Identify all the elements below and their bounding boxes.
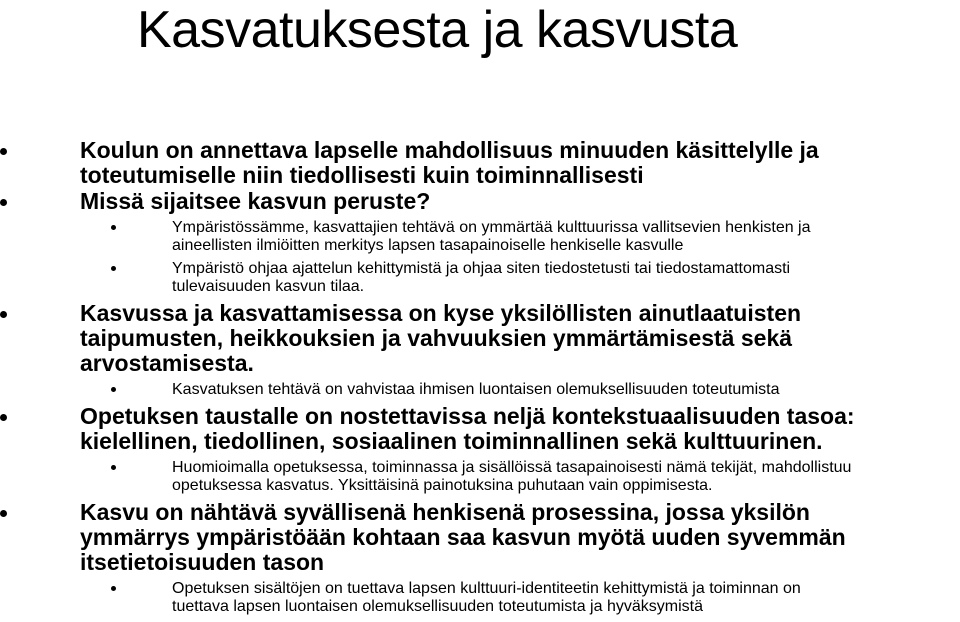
bullet-line: Kasvu on nähtävä syvällisenä henkisenä prosessina, jossa yksilön bbox=[80, 499, 810, 525]
bullet-line: toteutumiselle niin tiedollisesti kuin toiminnallisesti bbox=[80, 162, 644, 188]
bullet-dot-icon bbox=[111, 586, 116, 591]
bullet-item bbox=[0, 189, 960, 214]
bullet-line: itsetietoisuuden tason bbox=[80, 549, 325, 575]
bullet-line: Ympäristössämme, kasvattajien tehtävä on ymmärtää kulttuurissa vallitsevien henkisten ja bbox=[172, 219, 811, 236]
bullet-line: arvostamisesta. bbox=[80, 350, 254, 376]
bullet-line: opetuksessa kasvatus. Yksittäisinä painotuksina puhutaan vain oppimisesta. bbox=[172, 477, 713, 494]
bullet-line: Kasvatuksen tehtävä on vahvistaa ihmisen luontaisen olemuksellisuuden toteutumista bbox=[172, 381, 780, 398]
bullet-line: Missä sijaitsee kasvun peruste? bbox=[80, 188, 431, 214]
bullet-item bbox=[0, 404, 960, 454]
bullet-line: Ympäristö ohjaa ajattelun kehittymistä ja ohjaa siten tiedostetusti tai tiedostamattomasti bbox=[172, 260, 791, 277]
bullet-line: Opetuksen taustalle on nostettavissa neljä kontekstuaalisuuden tasoa: bbox=[80, 403, 855, 429]
bullet-item bbox=[0, 500, 960, 575]
bullet-line: Huomioimalla opetuksessa, toiminnassa ja sisällöissä tasapainoisesti nämä tekijät, mahdollistuu bbox=[172, 459, 852, 476]
sub-bullet-item bbox=[0, 260, 960, 296]
bullet-line: ymmärrys ympäristöään kohtaan saa kasvun myötä uuden syvemmän bbox=[80, 524, 846, 550]
sub-bullet-item bbox=[0, 580, 960, 616]
bullet-line: kielellinen, tiedollinen, sosiaalinen toiminnallinen sekä kulttuurinen. bbox=[80, 428, 823, 454]
bullet-dot-icon bbox=[0, 414, 7, 421]
bullet-line: aineellisten ilmiöitten merkitys lapsen tasapainoiselle henkiselle kasvulle bbox=[172, 237, 684, 254]
bullet-dot-icon bbox=[0, 311, 7, 318]
bullet-dot-icon bbox=[111, 387, 116, 392]
bullet-dot-icon bbox=[0, 148, 7, 155]
bullet-line: Opetuksen sisältöjen on tuettava lapsen kulttuuri-identiteetin kehittymistä ja toiminnan on bbox=[172, 580, 801, 597]
bullet-line: Koulun on annettava lapselle mahdollisuus minuuden käsittelylle ja bbox=[80, 137, 819, 163]
sub-bullet-item bbox=[0, 219, 960, 255]
bullet-dot-icon bbox=[111, 225, 116, 230]
sub-bullet-item bbox=[0, 381, 960, 399]
bullet-dot-icon bbox=[111, 465, 116, 470]
bullet-dot-icon bbox=[0, 199, 7, 206]
sub-bullet-item bbox=[0, 459, 960, 495]
bullet-line: taipumusten, heikkouksien ja vahvuuksien ymmärtämisestä sekä bbox=[80, 325, 793, 351]
bullet-item bbox=[0, 138, 960, 188]
bullet-line: tuettava lapsen luontaisen olemuksellisuuden toteutumista ja hyväksymistä bbox=[172, 598, 703, 615]
bullet-item bbox=[0, 301, 960, 376]
bullet-dot-icon bbox=[111, 266, 116, 271]
bullet-line: tulevaisuuden kasvun tilaa. bbox=[172, 278, 365, 295]
bullet-line: Kasvussa ja kasvattamisessa on kyse yksilöllisten ainutlaatuisten bbox=[80, 300, 802, 326]
slide-title: Kasvatuksesta ja kasvusta bbox=[137, 1, 738, 59]
bullet-dot-icon bbox=[0, 510, 7, 517]
slide-content bbox=[0, 138, 960, 616]
